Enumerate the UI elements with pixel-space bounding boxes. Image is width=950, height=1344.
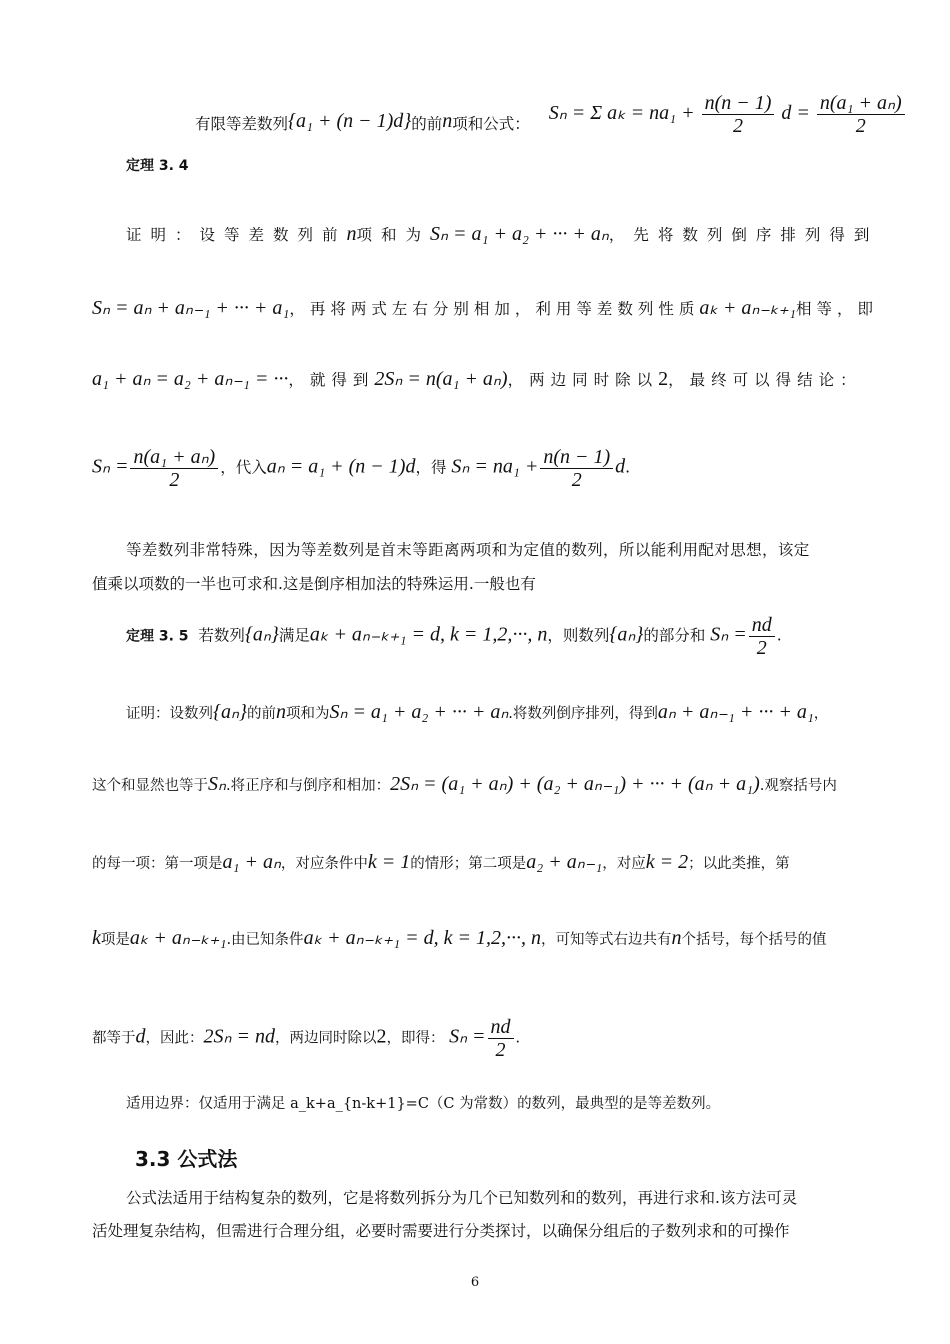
math: d bbox=[135, 1025, 146, 1048]
math: k = 2 bbox=[645, 851, 689, 873]
math: aₖ + aₙ₋ₖ₊₁ = d, k = 1,2,···, n bbox=[309, 623, 548, 646]
text: ；以此类推，第 bbox=[688, 856, 790, 872]
fraction bbox=[540, 446, 613, 491]
math: {aₙ} bbox=[213, 701, 247, 723]
numerator: n(n − 1) bbox=[702, 92, 775, 115]
math: aₙ + aₙ₋₁ + ··· + a₁ bbox=[657, 701, 814, 723]
math: k = 1 bbox=[367, 851, 411, 873]
paragraph-line: 活处理复杂结构，但需进行合理分组，必要时需要进行分类探讨，以确保分组后的子数列求和的可操作 bbox=[92, 1222, 790, 1240]
math: aₖ + aₙ₋ₖ₊₁ = d, k = 1,2,···, n bbox=[303, 927, 541, 949]
numerator: n(a₁ + aₙ) bbox=[817, 92, 905, 115]
text: 都等于 bbox=[92, 1030, 136, 1047]
text: 的前 bbox=[246, 706, 276, 722]
text: ， bbox=[813, 706, 829, 722]
section-heading: 3.3 公式法 bbox=[135, 1147, 238, 1171]
paragraph-line: 公式法适用于结构复杂的数列，它是将数列拆分为几个已知数列和的数列，再进行求和.该方法可灵 bbox=[126, 1189, 798, 1207]
text: ，两边同时除以 bbox=[507, 371, 659, 389]
fraction bbox=[702, 92, 775, 137]
math: {aₙ} bbox=[244, 623, 279, 646]
text: 有限等差数列 bbox=[195, 115, 289, 134]
page-number: 6 bbox=[470, 1275, 480, 1290]
numerator: nd bbox=[488, 1016, 514, 1039]
math-n: n bbox=[442, 110, 453, 133]
math: Sₙ = na₁ + bbox=[451, 455, 539, 478]
text: 项是 bbox=[100, 932, 130, 948]
text: ，最终可以得结论： bbox=[668, 371, 862, 389]
denominator: 2 bbox=[571, 469, 582, 491]
theorem-3-4-label: 定理 3. 4 bbox=[126, 158, 189, 174]
text: 的每一项：第一项是 bbox=[92, 856, 223, 872]
proof-3-4-line-1 bbox=[126, 222, 896, 247]
text: ，可知等式右边共有 bbox=[541, 932, 672, 948]
text: .将数列倒序排列，得到 bbox=[508, 706, 658, 722]
formula-part: Sₙ = Σ aₖ = na₁ + bbox=[548, 102, 695, 125]
text: 的前 bbox=[411, 115, 443, 134]
proof-3-4-line-2 bbox=[92, 296, 878, 321]
theorem-3-5 bbox=[126, 614, 896, 659]
text: 项和为 bbox=[356, 226, 431, 244]
math: a₂ + aₙ₋₁ bbox=[526, 851, 603, 873]
math: d bbox=[615, 455, 626, 478]
text: 这个和显然也等于 bbox=[92, 778, 208, 794]
text: . bbox=[625, 458, 631, 477]
text: . bbox=[515, 1030, 521, 1047]
math: Sₙ = bbox=[92, 455, 129, 478]
math: 2 bbox=[658, 368, 669, 390]
math: n bbox=[275, 701, 286, 723]
math: 2Sₙ = nd bbox=[203, 1025, 275, 1048]
math: Sₙ = bbox=[710, 623, 747, 646]
math: k bbox=[92, 927, 101, 949]
proof-3-4-line-4 bbox=[92, 446, 862, 491]
math: 2Sₙ = (a₁ + aₙ) + (a₂ + aₙ₋₁) + ··· + (aₙ + a₁) bbox=[390, 773, 760, 795]
text: .观察括号内 bbox=[759, 778, 837, 794]
text: 项和为 bbox=[285, 706, 330, 722]
math: Sₙ = a₁ + a₂ + ··· + aₙ bbox=[329, 701, 509, 723]
text: ，对应 bbox=[602, 856, 646, 872]
text: ，则数列 bbox=[547, 626, 610, 645]
text: 满足 bbox=[278, 626, 310, 645]
math: 2 bbox=[376, 1025, 387, 1048]
denominator: 2 bbox=[756, 637, 767, 659]
text: 相等，即 bbox=[795, 300, 878, 318]
text: .将正序和与倒序和相加： bbox=[225, 778, 391, 794]
text: 个括号，每个括号的值 bbox=[681, 932, 827, 948]
text: 项和公式： bbox=[452, 115, 530, 134]
numerator: n(a₁ + aₙ) bbox=[130, 446, 218, 469]
proof-3-5-line-5 bbox=[92, 1016, 862, 1061]
proof-3-5-line-1 bbox=[126, 700, 896, 726]
fraction bbox=[817, 92, 905, 137]
text: . bbox=[776, 626, 782, 645]
text: ，就得到 bbox=[288, 371, 375, 389]
text: ，两边同时除以 bbox=[274, 1030, 377, 1047]
numerator: nd bbox=[749, 614, 775, 637]
formula-intro-line bbox=[195, 92, 902, 137]
fraction bbox=[488, 1016, 514, 1061]
text: ，对应条件中 bbox=[280, 856, 368, 872]
math: aₙ = a₁ + (n − 1)d bbox=[266, 455, 416, 478]
math: a₁ + aₙ = a₂ + aₙ₋₁ = ··· bbox=[92, 368, 289, 390]
denominator: 2 bbox=[732, 115, 743, 137]
paragraph-line: 值乘以项数的一半也可求和.这是倒序相加法的特殊运用.一般也有 bbox=[92, 575, 536, 593]
math-seq: {a₁ + (n − 1)d} bbox=[288, 110, 412, 133]
denominator: 2 bbox=[169, 469, 180, 491]
text: ，因此： bbox=[145, 1030, 204, 1047]
applicability-note: 适用边界：仅适用于满足 a_k+a_{n-k+1}=C（C 为常数）的数列，最典型的是等差数列。 bbox=[126, 1096, 721, 1112]
denominator: 2 bbox=[855, 115, 866, 137]
math: n bbox=[346, 223, 357, 245]
proof-3-5-line-3 bbox=[92, 850, 862, 876]
theorem-label: 定理 3. 5 bbox=[126, 628, 189, 645]
math: aₖ + aₙ₋ₖ₊₁ bbox=[699, 297, 796, 319]
proof-3-5-line-4 bbox=[92, 926, 862, 952]
proof-3-5-line-2 bbox=[92, 772, 862, 798]
math: Sₙ = a₁ + a₂ + ··· + aₙ bbox=[430, 223, 609, 245]
math: Sₙ = aₙ + aₙ₋₁ + ··· + a₁ bbox=[92, 297, 290, 319]
denominator: 2 bbox=[495, 1039, 506, 1061]
text: ，得 bbox=[415, 458, 447, 477]
math: aₖ + aₙ₋ₖ₊₁ bbox=[129, 927, 227, 949]
text: .由已知条件 bbox=[226, 932, 304, 948]
text: ，代入 bbox=[220, 458, 267, 477]
sum-formula bbox=[548, 92, 907, 137]
text: ，即得： bbox=[386, 1030, 445, 1047]
math: a₁ + aₙ bbox=[222, 851, 281, 873]
math: 2Sₙ = n(a₁ + aₙ) bbox=[374, 368, 508, 390]
text: 若数列 bbox=[198, 626, 245, 645]
math: Sₙ = bbox=[449, 1025, 486, 1048]
math: Sₙ bbox=[208, 773, 226, 795]
text: 的情形；第二项是 bbox=[410, 856, 527, 872]
text: ，先将数列倒序排列得到 bbox=[608, 226, 879, 244]
math: {aₙ} bbox=[609, 623, 644, 646]
proof-3-4-line-3 bbox=[92, 367, 862, 392]
text: 的部分和 bbox=[643, 626, 706, 645]
formula-part: d = bbox=[781, 102, 810, 125]
numerator: n(n − 1) bbox=[540, 446, 613, 469]
paragraph-line: 等差数列非常特殊，因为等差数列是首末等距离两项和为定值的数列，所以能利用配对思想，该定 bbox=[126, 541, 810, 559]
fraction bbox=[130, 446, 218, 491]
fraction bbox=[749, 614, 775, 659]
math: n bbox=[671, 927, 682, 949]
text: ，再将两式左右分别相加，利用等差数列性质 bbox=[289, 300, 700, 318]
text: 证明：设等差数列前 bbox=[126, 226, 347, 244]
text: 证明：设数列 bbox=[126, 706, 213, 722]
